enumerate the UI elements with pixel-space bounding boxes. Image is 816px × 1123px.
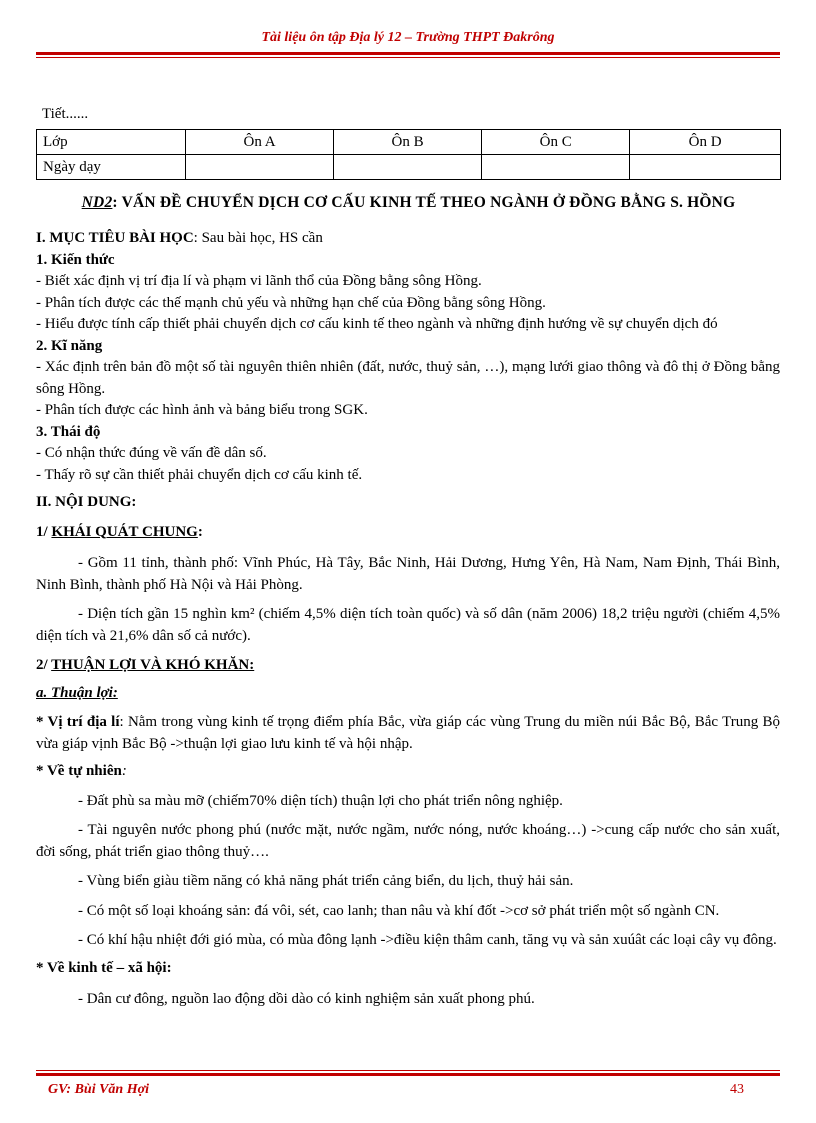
subheading: * Về kinh tế – xã hội:	[36, 959, 172, 976]
lesson-period: Tiết......	[42, 106, 89, 122]
paragraph: - Có khí hậu nhiệt đới gió mùa, có mùa đông lạnh ->điều kiện thâm canh, tăng vụ và sản xuúât các loại cây vụ đông.	[78, 932, 777, 948]
paragraph: - Diện tích gần 15 nghìn km² (chiếm 4,5% diện tích toàn quốc) và số dân (năm 2006) 18,2 triệu người (chiếm 4,5% diện tích và 21,6% dân số cả nước).	[36, 606, 780, 644]
table-cell: Ngày dạy	[37, 155, 186, 180]
lesson-code: ND2	[81, 194, 113, 211]
page-header: Tài liệu ôn tập Địa lý 12 – Trường THPT Đakrông	[261, 30, 555, 45]
subsection-heading	[36, 522, 780, 544]
subsection-heading	[36, 655, 780, 677]
subsection-number: 2/	[36, 657, 52, 673]
table-cell: Lớp	[37, 130, 186, 155]
lesson-title-text: : VẤN ĐỀ CHUYỂN DỊCH CƠ CẤU KINH TẾ THEO NGÀNH Ở ĐỒNG BẰNG S. HỒNG	[112, 194, 736, 211]
paragraph-label: * Về tự nhiên	[36, 763, 122, 779]
table-cell: Ôn A	[186, 130, 334, 155]
subsection-title: THUẬN LỢI VÀ KHÓ KHĂN:	[51, 657, 255, 673]
paragraph: - Xác định trên bản đồ một số tài nguyên thiên nhiên (đất, nước, thuỷ sản, …), mạng lưới giao thông và đô thị ở Đồng bằng sông Hồng.	[36, 359, 780, 397]
paragraph: - Vùng biển giàu tiềm năng có khả năng phát triển cảng biển, du lịch, thuỷ hải sản.	[78, 873, 574, 889]
paragraph: - Có nhận thức đúng về vấn đề dân số.	[36, 445, 267, 461]
subsection-colon: :	[197, 523, 203, 540]
section-heading: II. NỘI DUNG:	[36, 494, 137, 510]
paragraph: - Gồm 11 tỉnh, thành phố: Vĩnh Phúc, Hà Tây, Bắc Ninh, Hải Dương, Hưng Yên, Hà Nam, Nam Định, Thái Bình, Ninh Bình, thành phố Hà Nội và Hải Phòng.	[36, 555, 780, 593]
table-cell	[630, 155, 781, 180]
paragraph-text: : Nằm trong vùng kinh tế trọng điểm phía Bắc, vừa giáp các vùng Trung du miền núi Bắc Bộ, Bắc Trung Bộ vừa giáp vịnh Bắc Bộ ->thuận lợi giao lưu kinh tế và hội nhập.	[36, 714, 780, 752]
paragraph: - Dân cư đông, nguồn lao động dồi dào có kinh nghiệm sản xuất phong phú.	[78, 991, 535, 1007]
subsection-title: KHÁI QUÁT CHUNG	[51, 523, 198, 540]
page-number: 43	[730, 1082, 744, 1097]
table-cell	[334, 155, 482, 180]
footer-rule	[36, 1070, 780, 1076]
table-cell: Ôn D	[630, 130, 781, 155]
subheading: 1. Kiến thức	[36, 251, 115, 268]
subheading: a. Thuận lợi:	[36, 684, 118, 701]
subheading: 2. Kĩ năng	[36, 337, 103, 354]
subheading	[36, 761, 780, 783]
footer-teacher: GV: Bùi Văn Hợi	[48, 1082, 150, 1097]
table-row	[37, 130, 781, 155]
paragraph-colon: :	[121, 763, 127, 779]
paragraph: - Có một số loại khoáng sản: đá vôi, sét, cao lanh; than nâu và khí đốt ->cơ sở phát triển một số ngành CN.	[78, 902, 720, 919]
paragraph: - Phân tích được các thế mạnh chủ yếu và những hạn chế của Đồng bằng sông Hồng.	[36, 294, 546, 311]
paragraph: - Tài nguyên nước phong phú (nước mặt, nước ngầm, nước nóng, nước khoáng…) ->cung cấp nước cho sản xuất, đời sống, phát triển giao thông thuỷ….	[36, 822, 780, 860]
section-heading-rest: : Sau bài học, HS cần	[193, 230, 323, 246]
table-cell: Ôn B	[334, 130, 482, 155]
subsection-number: 1/	[36, 523, 52, 540]
paragraph	[36, 712, 780, 755]
section-heading: I. MỤC TIÊU BÀI HỌC	[36, 230, 194, 246]
table-row	[37, 155, 781, 180]
subheading: 3. Thái độ	[36, 423, 101, 440]
paragraph-label: * Vị trí địa lí	[36, 714, 120, 730]
document-body	[36, 228, 780, 1011]
schedule-table	[36, 129, 781, 180]
paragraph: - Đất phù sa màu mỡ (chiếm70% diện tích) thuận lợi cho phát triển nông nghiệp.	[78, 792, 563, 809]
paragraph: - Phân tích được các hình ảnh và bảng biểu trong SGK.	[36, 402, 368, 418]
table-cell: Ôn C	[482, 130, 630, 155]
table-cell	[482, 155, 630, 180]
paragraph: - Hiểu được tính cấp thiết phải chuyển dịch cơ cấu kinh tế theo ngành và những định hướng về sự chuyển dịch đó	[36, 316, 718, 332]
paragraph: - Biết xác định vị trí địa lí và phạm vi lãnh thổ của Đồng bằng sông Hồng.	[36, 273, 482, 289]
paragraph: - Thấy rõ sự cần thiết phải chuyển dịch cơ cấu kinh tế.	[36, 466, 363, 483]
table-cell	[186, 155, 334, 180]
lesson-title	[36, 194, 781, 212]
header-rule	[36, 52, 780, 58]
